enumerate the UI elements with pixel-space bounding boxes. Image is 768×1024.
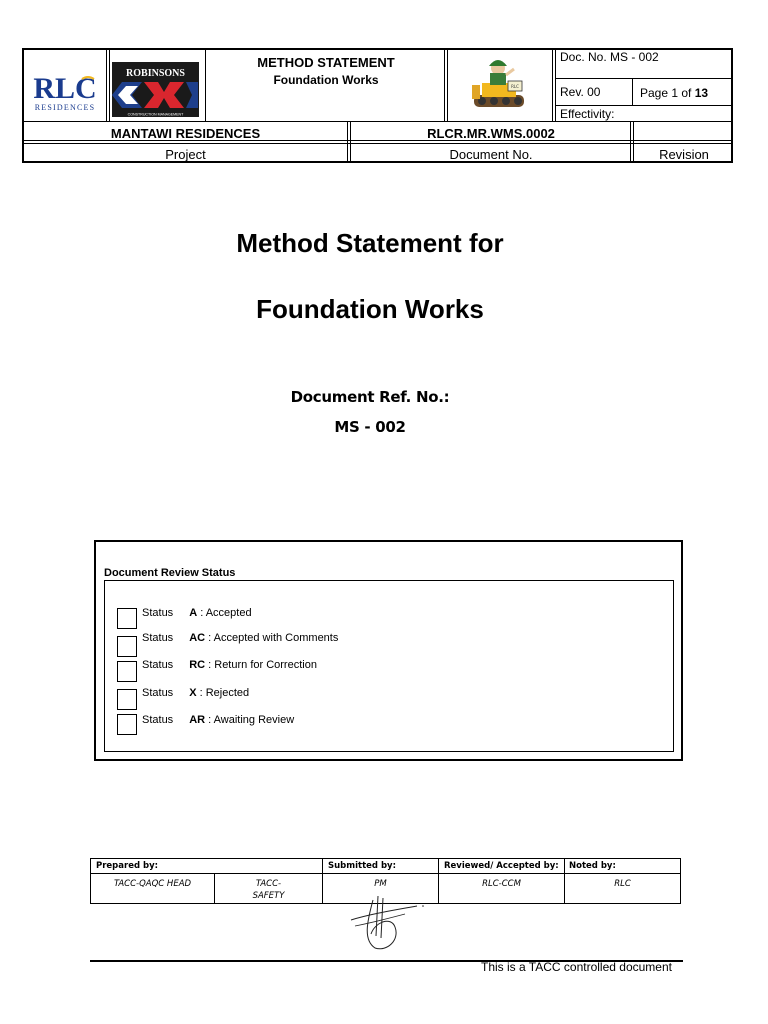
header-divider xyxy=(556,105,732,106)
page-title: Method Statement for xyxy=(236,228,504,258)
page-current: 1 xyxy=(671,86,679,100)
status-row-accepted xyxy=(142,607,252,619)
svg-text:CONSTRUCTION MANAGEMENT: CONSTRUCTION MANAGEMENT xyxy=(127,112,184,117)
document-number: RLCR.MR.WMS.0002 xyxy=(427,126,555,141)
header-divider xyxy=(24,121,732,122)
header-divider xyxy=(552,50,556,122)
prepared-by-safety-line2: SAFETY xyxy=(252,891,285,901)
header-divider xyxy=(630,122,634,162)
status-description: : Accepted xyxy=(197,607,252,619)
status-row-accepted-with-comments xyxy=(142,632,338,644)
header-title: METHOD STATEMENT xyxy=(257,55,395,70)
header-divider xyxy=(632,78,633,106)
signature-icon xyxy=(345,892,430,952)
svg-text:ROBINSONS: ROBINSONS xyxy=(126,68,185,79)
revision-number: Rev. 00 xyxy=(560,85,601,99)
svg-text:RLC: RLC xyxy=(511,84,519,89)
status-description: : Return for Correction xyxy=(205,659,317,671)
status-code: RC xyxy=(189,659,206,671)
status-description: : Rejected xyxy=(196,687,250,699)
page-indicator xyxy=(640,86,708,100)
reviewed-by-value: RLC-CCM xyxy=(482,879,521,889)
svg-text:RLC: RLC xyxy=(33,72,97,105)
status-row-rejected xyxy=(142,687,249,699)
bulldozer-worker-icon xyxy=(470,55,530,113)
rlc-logo-icon xyxy=(24,51,106,121)
header-subtitle: Foundation Works xyxy=(273,73,379,87)
status-description: : Accepted with Comments xyxy=(205,632,339,644)
status-row-return-for-correction xyxy=(142,659,317,671)
header-divider xyxy=(444,50,448,122)
status-checkbox-accepted[interactable] xyxy=(117,608,137,629)
document-no-label: Document No. xyxy=(449,147,533,162)
status-checkbox-accepted-with-comments[interactable] xyxy=(117,636,137,657)
document-ref-value: MS - 002 xyxy=(334,418,406,436)
page-mid: of xyxy=(678,86,695,100)
status-checkbox-rejected[interactable] xyxy=(117,689,137,710)
effectivity-label: Effectivity: xyxy=(560,107,615,121)
prepared-by-qaqc: TACC-QAQC HEAD xyxy=(113,879,192,889)
page-prefix: Page xyxy=(640,86,672,100)
status-row-awaiting-review xyxy=(142,714,294,726)
prepared-by-label: Prepared by: xyxy=(96,861,159,871)
status-prefix: Status xyxy=(142,632,174,644)
project-name: MANTAWI RESIDENCES xyxy=(110,126,261,141)
status-checkbox-return-for-correction[interactable] xyxy=(117,661,137,682)
submitted-by-label: Submitted by: xyxy=(328,861,396,871)
doc-number: Doc. No. MS - 002 xyxy=(560,50,659,64)
noted-by-label: Noted by: xyxy=(569,861,616,871)
signature-mark xyxy=(345,892,430,952)
header-divider xyxy=(205,50,206,122)
status-code: AR xyxy=(189,714,206,726)
status-prefix: Status xyxy=(142,714,174,726)
prepared-by-safety-line1: TACC- xyxy=(255,879,282,889)
status-prefix: Status xyxy=(142,659,174,671)
header-divider xyxy=(556,78,732,79)
document-ref-label: Document Ref. No.: xyxy=(290,388,450,406)
submitted-by-value: PM xyxy=(374,879,387,889)
noted-by-value: RLC xyxy=(614,879,631,889)
project-label: Project xyxy=(165,147,206,162)
signoff-divider xyxy=(91,873,680,874)
status-code: X xyxy=(189,687,197,699)
status-prefix: Status xyxy=(142,607,174,619)
status-code: A xyxy=(189,607,198,619)
page-subtitle: Foundation Works xyxy=(256,294,484,324)
status-checkbox-awaiting-review[interactable] xyxy=(117,714,137,735)
review-status-heading: Document Review Status xyxy=(104,567,236,579)
svg-text:RESIDENCES: RESIDENCES xyxy=(34,103,96,112)
page-total: 13 xyxy=(694,86,709,100)
footer-note: This is a TACC controlled document xyxy=(481,960,672,974)
header-divider xyxy=(106,50,110,122)
robinsons-logo xyxy=(112,62,199,117)
status-prefix: Status xyxy=(142,687,174,699)
robinsons-logo-icon xyxy=(112,62,199,117)
header-divider xyxy=(347,122,351,162)
revision-label: Revision xyxy=(659,147,709,162)
status-description: : Awaiting Review xyxy=(205,714,295,726)
rlc-logo xyxy=(24,51,106,121)
reviewed-by-label: Reviewed/ Accepted by: xyxy=(444,861,559,871)
status-code: AC xyxy=(189,632,206,644)
prepared-by-safety xyxy=(215,878,322,902)
construction-worker-mascot xyxy=(470,55,530,113)
